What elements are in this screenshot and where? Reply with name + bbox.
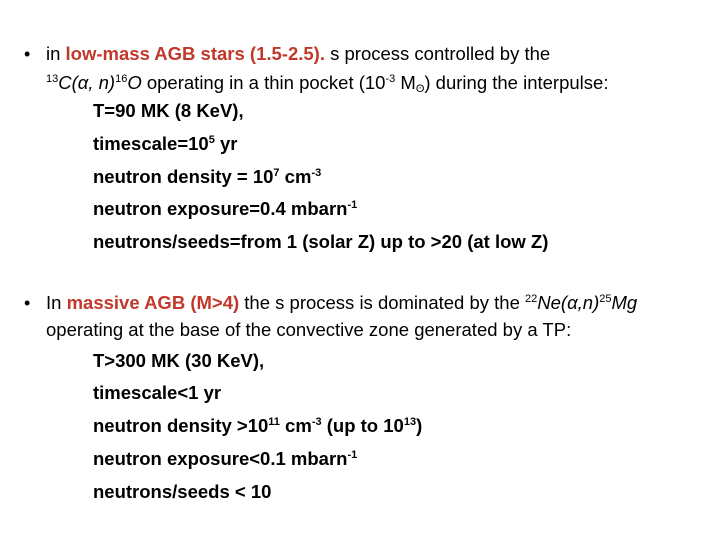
s1-param-3-sup: 7 [273,167,280,179]
s2-line1-post: the s process is dominated by the [239,292,526,313]
s1-param-4-text: neutron exposure=0.4 mbarn [93,198,348,219]
bullet-1: • [24,44,31,64]
s2-reaction-a: Ne( [537,292,568,313]
s1-line2-tail: ) during the interpulse: [424,72,609,93]
s2-param-1-text: T>300 MK (30 KeV), [93,350,265,371]
s1-param-2-tail: yr [214,133,238,154]
sun-symbol: ʘ [415,83,425,95]
s2-ne22-mass: 22 [525,293,538,305]
s2-param-4-a: neutron exposure<0.1 mbarn [93,448,348,469]
s2-param-3 [93,415,422,437]
s2-param-2 [93,382,221,404]
s1-mass-unit: M [395,72,416,93]
s1-o16-mass: 16 [115,73,128,85]
s1-line1-post: s process controlled by the [324,43,551,64]
s2-alpha: α [567,292,578,313]
s1-param-2-sup: 5 [208,134,215,146]
s1-line1 [46,43,550,65]
s2-param-3-c: (up to 10 [321,415,404,436]
s1-param-4-sup: -1 [347,199,358,211]
s2-param-4 [93,448,357,470]
s1-param-3-text: neutron density = 10 [93,166,274,187]
s1-alpha: α [77,72,89,93]
s1-param-4 [93,198,357,220]
s2-line2 [46,319,571,341]
s2-line1 [46,292,637,314]
s2-reaction-c: Mg [611,292,638,313]
s2-param-5-text: neutrons/seeds < 10 [93,481,272,502]
bullet-2: • [24,293,31,313]
s1-highlight-dot: . [319,43,325,64]
s2-param-5 [93,481,271,503]
s1-param-1-text: T=90 MK (8 KeV), [93,100,244,121]
s1-line2-text: operating in a thin pocket (10 [141,72,386,93]
s1-param-3 [93,166,321,188]
s1-line1-pre: in [46,43,66,64]
s1-reaction-a: C( [58,72,78,93]
s2-param-3-a: neutron density >10 [93,415,269,436]
s1-param-5-text: neutrons/seeds=from 1 (solar Z) up to >20 (at low Z) [93,231,549,252]
s2-param-3-sup3: 13 [403,416,417,428]
s1-reaction-b: , n) [88,72,116,93]
s2-line2-text: operating at the base of the convective zone generated by a TP: [46,319,572,340]
s2-param-2-text: timescale<1 yr [93,382,222,403]
s2-param-3-sup1: 11 [268,416,280,428]
s1-param-1 [93,100,244,122]
s1-c13-mass: 13 [46,73,59,85]
s1-exponent: -3 [385,73,396,85]
s2-param-3-sup2: -3 [311,416,322,428]
s1-param-3-sup2: -3 [311,167,322,179]
s1-param-2-text: timescale=10 [93,133,209,154]
s2-param-3-b: cm [279,415,312,436]
s2-mg25-mass: 25 [599,293,612,305]
s2-reaction-b: ,n) [577,292,600,313]
s2-param-4-sup: -1 [347,449,358,461]
s1-param-5 [93,231,548,253]
s1-param-2 [93,133,237,155]
s1-reaction-c: O [127,72,142,93]
s1-param-3-tail: cm [279,166,312,187]
s2-param-1 [93,350,264,372]
s2-highlight: massive AGB (M>4) [66,292,240,313]
s1-line2 [46,72,608,94]
s2-line1-pre: In [46,292,67,313]
s1-highlight: low-mass AGB stars (1.5-2.5) [65,43,320,64]
s2-param-3-d: ) [416,415,423,436]
